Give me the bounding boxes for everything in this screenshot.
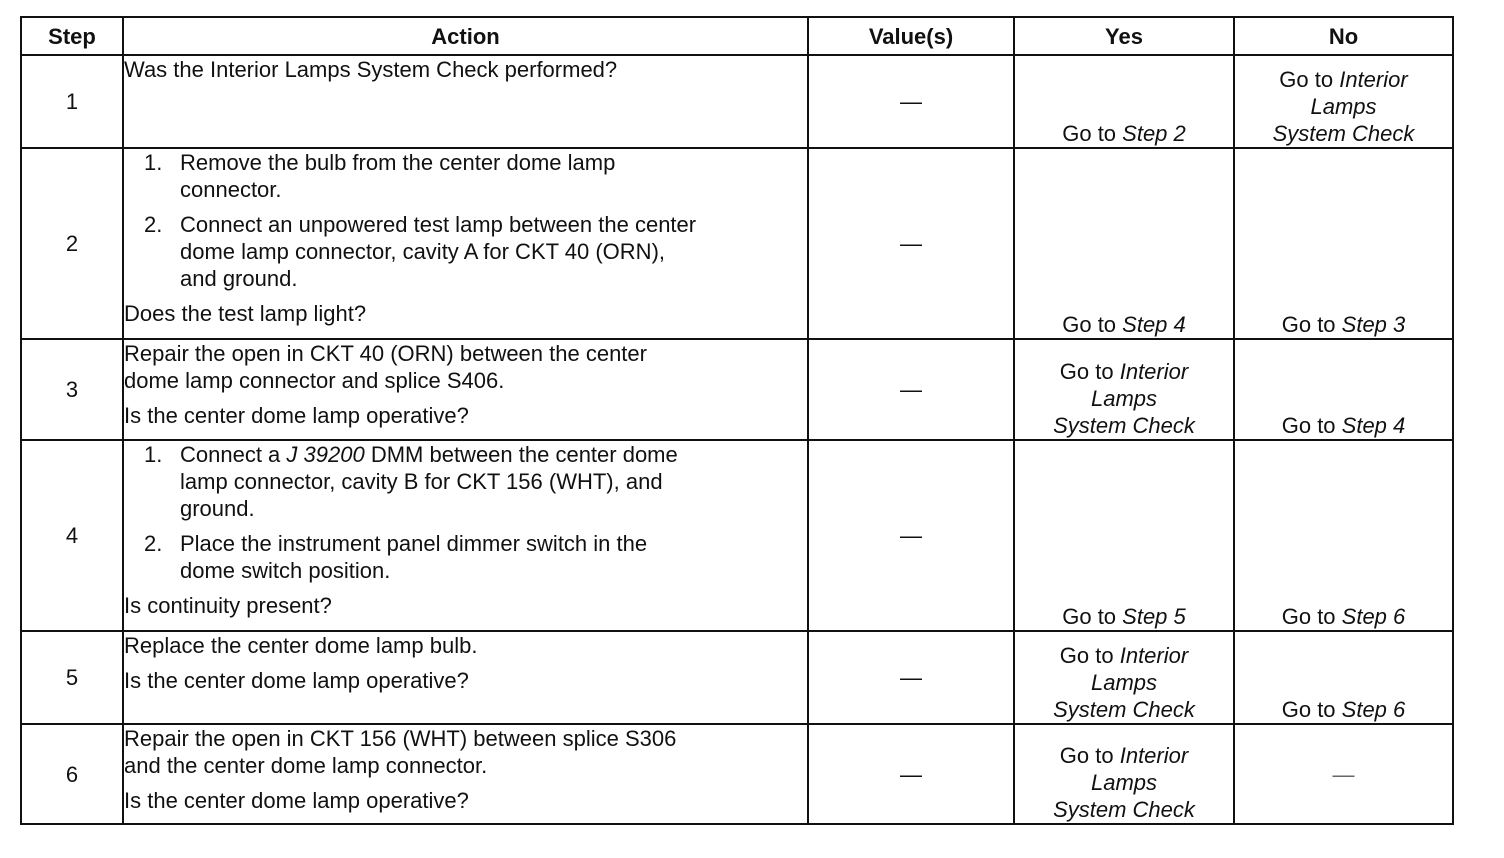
yes-link-line2: Lamps xyxy=(1090,770,1158,795)
action-cell xyxy=(123,55,808,148)
action-line: and the center dome lamp connector. xyxy=(124,753,488,778)
substep-line: Place the instrument panel dimmer switch in the xyxy=(180,531,648,556)
action-question: Is the center dome lamp operative? xyxy=(124,668,469,693)
yes-prefix: Go to xyxy=(1062,604,1123,629)
no-link: Step 3 xyxy=(1341,312,1406,337)
no-link-line2: Lamps xyxy=(1310,94,1377,119)
diagnostic-table xyxy=(20,16,1454,825)
action-substeps xyxy=(124,149,807,292)
header-values: Value(s) xyxy=(808,17,1014,55)
no-cell xyxy=(1234,440,1453,631)
tool-reference: J 39200 xyxy=(286,442,365,467)
header-no: No xyxy=(1234,17,1453,55)
yes-link-line1: Interior xyxy=(1119,743,1189,768)
substep-line: lamp connector, cavity B for CKT 156 (WHT), and xyxy=(180,469,663,494)
no-link-line1: Interior xyxy=(1339,67,1408,92)
table-row-step-2 xyxy=(21,148,1453,339)
yes-link: Step 5 xyxy=(1122,604,1186,629)
yes-cell xyxy=(1014,148,1234,339)
action-text: Replace the center dome lamp bulb. xyxy=(124,633,478,658)
substep-item xyxy=(124,441,807,522)
header-step: Step xyxy=(21,17,123,55)
yes-prefix: Go to xyxy=(1062,312,1123,337)
action-line: Repair the open in CKT 40 (ORN) between the center xyxy=(124,341,647,366)
yes-link-line1: Interior xyxy=(1119,359,1189,384)
value-cell: — xyxy=(808,724,1014,824)
yes-link-line1: Interior xyxy=(1119,643,1189,668)
substep-number: 2. xyxy=(144,212,163,237)
header-row xyxy=(21,17,1453,55)
no-link: Step 6 xyxy=(1341,604,1406,629)
substep-line: dome switch position. xyxy=(180,558,391,583)
action-text xyxy=(124,725,807,779)
step-number: 4 xyxy=(21,440,123,631)
yes-cell xyxy=(1014,631,1234,724)
step-number: 6 xyxy=(21,724,123,824)
substep-text: Connect a xyxy=(180,442,287,467)
action-text: Was the Interior Lamps System Check performed? xyxy=(124,57,618,82)
substep-item xyxy=(124,149,807,203)
yes-cell xyxy=(1014,55,1234,148)
substep-number: 2. xyxy=(144,531,163,556)
value-cell: — xyxy=(808,55,1014,148)
action-line: dome lamp connector and splice S406. xyxy=(124,368,505,393)
action-cell xyxy=(123,339,808,440)
no-prefix: Go to xyxy=(1281,312,1342,337)
action-question: Is continuity present? xyxy=(124,593,332,618)
step-number: 1 xyxy=(21,55,123,148)
value-cell: — xyxy=(808,631,1014,724)
substep-item xyxy=(124,530,807,584)
yes-cell xyxy=(1014,339,1234,440)
header-yes: Yes xyxy=(1014,17,1234,55)
yes-prefix: Go to xyxy=(1059,359,1120,384)
action-question: Does the test lamp light? xyxy=(124,301,367,326)
substep-line: Remove the bulb from the center dome lamp xyxy=(180,150,616,175)
yes-link-line3: System Check xyxy=(1053,797,1195,822)
substep-line: Connect an unpowered test lamp between the center xyxy=(180,212,697,237)
header-action: Action xyxy=(123,17,808,55)
no-cell xyxy=(1234,55,1453,148)
action-substeps xyxy=(124,441,807,584)
substep-line: and ground. xyxy=(180,266,298,291)
substep-item xyxy=(124,211,807,292)
no-cell: — xyxy=(1234,724,1453,824)
action-question: Is the center dome lamp operative? xyxy=(124,403,469,428)
no-link: Step 4 xyxy=(1341,413,1406,438)
yes-prefix: Go to xyxy=(1059,643,1120,668)
table-row-step-4 xyxy=(21,440,1453,631)
no-link-line3: System Check xyxy=(1272,121,1415,146)
table-row-step-6 xyxy=(21,724,1453,824)
yes-link: Step 2 xyxy=(1122,121,1186,146)
yes-cell xyxy=(1014,724,1234,824)
value-cell: — xyxy=(808,148,1014,339)
substep-number: 1. xyxy=(144,150,163,175)
action-cell xyxy=(123,440,808,631)
yes-link-line3: System Check xyxy=(1053,697,1195,722)
action-cell xyxy=(123,724,808,824)
substep-number: 1. xyxy=(144,442,163,467)
yes-prefix: Go to xyxy=(1059,743,1120,768)
value-cell: — xyxy=(808,440,1014,631)
no-cell xyxy=(1234,148,1453,339)
no-prefix: Go to xyxy=(1279,67,1340,92)
step-number: 3 xyxy=(21,339,123,440)
no-link: Step 6 xyxy=(1341,697,1406,722)
substep-line: ground. xyxy=(180,496,255,521)
yes-link: Step 4 xyxy=(1122,312,1186,337)
table-row-step-3 xyxy=(21,339,1453,440)
yes-cell xyxy=(1014,440,1234,631)
yes-link-line2: Lamps xyxy=(1090,670,1158,695)
value-cell: — xyxy=(808,339,1014,440)
yes-link-line3: System Check xyxy=(1053,413,1195,438)
table-row-step-1 xyxy=(21,55,1453,148)
substep-line: connector. xyxy=(180,177,282,202)
action-cell xyxy=(123,148,808,339)
action-cell xyxy=(123,631,808,724)
substep-text: DMM between the center dome xyxy=(364,442,678,467)
yes-prefix: Go to xyxy=(1062,121,1123,146)
no-prefix: Go to xyxy=(1281,604,1342,629)
action-text xyxy=(124,340,807,394)
step-number: 5 xyxy=(21,631,123,724)
no-cell xyxy=(1234,631,1453,724)
no-prefix: Go to xyxy=(1281,697,1342,722)
yes-link-line2: Lamps xyxy=(1090,386,1158,411)
action-question: Is the center dome lamp operative? xyxy=(124,788,469,813)
substep-line: dome lamp connector, cavity A for CKT 40 (ORN), xyxy=(180,239,666,264)
no-prefix: Go to xyxy=(1281,413,1342,438)
no-cell xyxy=(1234,339,1453,440)
table-row-step-5 xyxy=(21,631,1453,724)
action-line: Repair the open in CKT 156 (WHT) between splice S306 xyxy=(124,726,677,751)
step-number: 2 xyxy=(21,148,123,339)
